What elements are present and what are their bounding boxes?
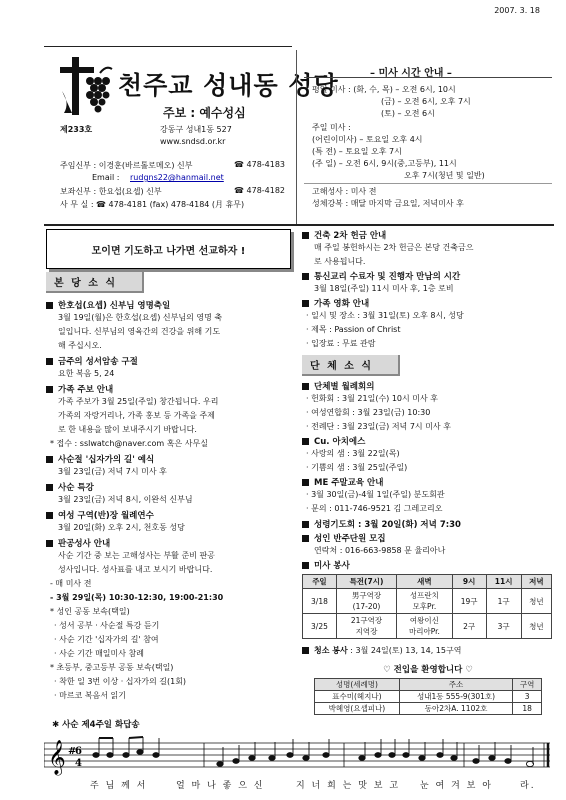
news-line: · 3월 30일(금)-4월 1일(주일) 분도회관 xyxy=(306,490,445,499)
table-cell: 19구 xyxy=(452,589,486,614)
news-item xyxy=(302,559,554,571)
psalm-title xyxy=(52,718,140,730)
news-line: · 여성연합회 : 3월 23일(금) 10:30 xyxy=(306,408,431,417)
table-header: 성명(세례명) xyxy=(315,679,400,691)
cleaning-text: : 3월 24일(토) 13, 14, 15구역 xyxy=(347,646,462,655)
pastor-info: 주임신부 : 이경훈(바르톨로메오) 신부 xyxy=(60,161,193,170)
news-item xyxy=(302,380,554,434)
bullet-icon xyxy=(302,232,309,239)
table-header: 주소 xyxy=(399,679,513,691)
news-line: · 사랑의 샘 : 3월 22일(목) xyxy=(306,449,400,458)
news-title: 단체별 월례회의 xyxy=(314,382,375,392)
news-item xyxy=(46,537,294,703)
patron-saint: 주보 : 예수성심 xyxy=(163,106,246,120)
news-item xyxy=(302,476,554,516)
welcome-table xyxy=(314,678,542,715)
news-line: 로 한 내용을 많이 보내주시기 바랍니다. xyxy=(58,425,197,434)
news-title: 금주의 성서암송 구절 xyxy=(58,357,138,367)
news-title: 성령기도회 : 3월 20일(화) 저녁 7:30 xyxy=(314,520,461,530)
news-line: · 전례단 : 3월 23일(금) 저녁 7시 미사 후 xyxy=(306,422,451,431)
news-title: ME 주말교육 안내 xyxy=(314,478,384,488)
news-line: 해 주십시오. xyxy=(58,341,102,350)
email-link[interactable]: rudgns22@hanmail.net xyxy=(130,173,224,182)
parish-news-heading: 본 당 소 식 xyxy=(46,272,144,293)
news-title: 미사 봉사 xyxy=(314,561,350,571)
table-header: 11시 xyxy=(486,575,521,589)
mass-times-title: – 미사 시간 안내 – xyxy=(370,68,452,79)
bullet-icon xyxy=(46,540,53,547)
news-line: 3월 23일(금) 저녁 7시 미사 후 xyxy=(58,467,167,476)
lyric-segment: 눈 여 겨 보 아 xyxy=(420,781,493,791)
bullet-icon xyxy=(46,302,53,309)
news-line: · 문의 : 011-746-9521 김 그레고리오 xyxy=(306,504,443,513)
mass-line: 오후 7시(청년 및 일반) xyxy=(404,171,485,180)
mass-line: (어린이미사) – 토요일 오후 4시 xyxy=(312,135,423,144)
news-line: 일입니다. 신부님의 영육간의 건강을 위해 기도 xyxy=(58,327,221,336)
news-line: · 마르코 복음서 읽기 xyxy=(54,691,126,700)
table-cell: 청년 xyxy=(521,614,551,639)
news-line: · 입장료 : 무료 관람 xyxy=(306,339,376,348)
news-line: 매 주일 봉헌하시는 2차 헌금은 본당 건축금으 xyxy=(314,243,474,252)
content-top-rule xyxy=(44,224,554,226)
table-header: 특전(7시) xyxy=(336,575,396,589)
news-item xyxy=(302,518,554,530)
news-title: 가족 주보 안내 xyxy=(58,385,114,395)
mass-line: 주일 미사 : xyxy=(312,123,351,132)
table-cell: 3/18 xyxy=(303,589,337,614)
header-rule xyxy=(44,46,292,47)
bullet-icon xyxy=(302,647,309,654)
table-header: 9시 xyxy=(452,575,486,589)
svg-text:4: 4 xyxy=(75,758,82,769)
slogan-box: 모이면 기도하고 나가면 선교하자 ! xyxy=(46,229,291,269)
table-header: 새벽 xyxy=(397,575,453,589)
table-cell: 男구역장 (17-20) xyxy=(336,589,396,614)
svg-text:#: # xyxy=(68,746,77,757)
news-item xyxy=(302,229,554,269)
lyric-segment: 주 님 께 서 xyxy=(90,781,148,791)
news-line: 가족의 자랑거리나, 가족 홍보 등 가족을 주제 xyxy=(58,411,215,420)
table-cell: 청년 xyxy=(521,589,551,614)
news-line: 3월 20일(화) 오후 2시, 천호동 성당 xyxy=(58,523,185,532)
news-line: 성사입니다. 성사표를 내고 보시기 바랍니다. xyxy=(58,565,213,574)
bullet-icon xyxy=(46,484,53,491)
news-line: 3월 19일(월)은 한호섭(요셉) 신부님의 영명 축 xyxy=(58,313,223,322)
news-line: · 사순 기간 '십자가의 길' 참여 xyxy=(54,635,159,644)
group-news-heading: 단 체 소 식 xyxy=(302,355,400,376)
parish-address: 강동구 성내1동 527 xyxy=(160,125,232,134)
treble-clef-icon: 𝄞 xyxy=(48,740,66,775)
welcome-title: ♡ 전입을 환영합니다 ♡ xyxy=(383,665,473,675)
table-cell: 1구 xyxy=(486,589,521,614)
news-line: · 성서 공부 · 사순절 특강 듣기 xyxy=(54,621,160,630)
table-header-row xyxy=(303,575,552,589)
news-item xyxy=(46,355,294,381)
pastor-phone: ☎ 478-4183 xyxy=(234,160,286,169)
bullet-icon xyxy=(46,456,53,463)
table-row xyxy=(303,589,552,614)
lyric-segment: 얼 마 나 좋 으 신 xyxy=(176,781,265,791)
table-cell: 박혜영(요셉피나) xyxy=(315,703,400,715)
mass-service-table xyxy=(302,574,552,639)
mass-line: (특 전) – 토요일 오후 7시 xyxy=(312,147,402,156)
mass-line: 고해성사 : 미사 전 xyxy=(312,187,377,196)
news-line: · 제목 : Passion of Christ xyxy=(306,325,401,334)
news-line: · 일시 및 장소 : 3월 31일(토) 오후 8시, 성당 xyxy=(306,311,464,320)
table-cell: 성프란치 모후Pr. xyxy=(397,589,453,614)
issue-number: 제233호 xyxy=(60,125,93,134)
news-title: 통신교리 수료자 및 진행자 만남의 시간 xyxy=(314,272,461,282)
email-label: Email : xyxy=(92,173,120,182)
cleaning-service xyxy=(302,644,554,658)
news-item xyxy=(302,270,554,296)
mass-title-rule xyxy=(304,77,552,78)
news-title: 판공성사 안내 xyxy=(58,539,111,549)
bullet-icon xyxy=(302,300,309,307)
news-title: 여성 구역(반)장 월례연수 xyxy=(58,511,154,521)
assistant-info: 보좌신부 : 한요섭(요셉) 신부 xyxy=(60,187,162,196)
bulletin-date: 2007. 3. 18 xyxy=(494,6,540,15)
news-item xyxy=(46,383,294,451)
lyric-segment: 지 너 희 는 맛 보 고 xyxy=(296,781,401,791)
news-line: · 기쁨의 샘 : 3월 25일(주일) xyxy=(306,463,408,472)
bullet-icon xyxy=(302,383,309,390)
table-cell: 18 xyxy=(513,703,542,715)
news-item xyxy=(46,481,294,507)
news-item xyxy=(46,299,294,353)
cross-grapes-logo xyxy=(60,53,114,117)
news-line: 3월 18일(주일) 11시 미사 후, 1층 로비 xyxy=(314,284,454,293)
table-header: 구역 xyxy=(513,679,542,691)
news-line: 연락처 : 016-663-9858 문 율리아나 xyxy=(314,546,446,555)
mass-divider xyxy=(304,183,552,184)
assistant-phone: ☎ 478-4182 xyxy=(234,186,286,195)
news-line: · 착한 일 3번 이상 · 십자가의 길(1회) xyxy=(54,677,187,686)
news-title: 사순 특강 xyxy=(58,483,94,493)
table-row xyxy=(315,703,542,715)
lyric-segment: 라. xyxy=(520,781,536,791)
news-line: - 3월 29일(목) 10:30-12:30, 19:00-21:30 xyxy=(50,593,224,602)
bullet-icon xyxy=(302,479,309,486)
news-line: * 초등부, 중고등부 공동 보속(택일) xyxy=(50,663,174,672)
bullet-icon xyxy=(302,438,309,445)
table-cell: 3구 xyxy=(486,614,521,639)
news-item xyxy=(46,453,294,479)
table-cell: 2구 xyxy=(452,614,486,639)
news-line: - 매 미사 전 xyxy=(50,579,92,588)
news-title: 한호섭(요셉) 신부님 영명축일 xyxy=(58,301,171,311)
news-line: 사순 기간 중 보는 고해성사는 부활 준비 판공 xyxy=(58,551,215,560)
table-cell: 성내1동 555-9(301호) xyxy=(399,691,513,703)
news-line: * 성인 공동 보속(택일) xyxy=(50,607,130,616)
bullet-icon xyxy=(46,512,53,519)
mass-line: 성체강복 : 매달 마지막 금요일, 저녁미사 후 xyxy=(312,199,464,208)
news-title: 성인 반주단원 모집 xyxy=(314,534,386,544)
news-item xyxy=(302,532,554,558)
cleaning-title: 청소 봉사 xyxy=(314,646,348,655)
news-line: 가족 주보가 3월 25일(주일) 창간됩니다. 우리 xyxy=(58,397,219,406)
table-cell: 여왕이신 마리아Pr. xyxy=(397,614,453,639)
parish-website: www.sndsd.or.kr xyxy=(160,137,226,146)
news-line: 3월 23일(금) 저녁 8시, 이완석 신부님 xyxy=(58,495,193,504)
table-header: 주일 xyxy=(303,575,337,589)
news-item xyxy=(302,435,554,475)
psalm-title-text: 사순 제4주일 화답송 xyxy=(62,720,140,730)
svg-text:6: 6 xyxy=(75,746,82,757)
office-info: 사 무 실 : ☎ 478-4181 (fax) 478-4184 (月 휴무) xyxy=(60,200,245,209)
right-column xyxy=(302,229,554,715)
music-staff xyxy=(44,735,554,777)
table-header-row xyxy=(315,679,542,691)
news-title: 건축 2차 헌금 안내 xyxy=(314,231,387,241)
table-cell: 동아2차A. 1102호 xyxy=(399,703,513,715)
bullet-icon xyxy=(302,273,309,280)
mass-line: 평일 미사 : (화, 수, 목) – 오전 6시, 10시 xyxy=(312,85,456,94)
mass-line: (금) – 오전 6시, 오후 7시 xyxy=(381,97,471,106)
news-title: 가족 영화 안내 xyxy=(314,299,370,309)
news-title: 사순절 '십자가의 길' 예식 xyxy=(58,455,155,465)
table-cell: 3 xyxy=(513,691,542,703)
mass-line: (토) – 오전 6시 xyxy=(381,109,435,118)
news-line: 로 사용됩니다. xyxy=(314,257,366,266)
news-item xyxy=(302,297,554,351)
bullet-icon xyxy=(46,386,53,393)
table-header: 저녁 xyxy=(521,575,551,589)
left-column xyxy=(46,272,294,703)
table-cell: 3/25 xyxy=(303,614,337,639)
header-divider xyxy=(296,50,297,225)
asterisk-icon: ✱ xyxy=(52,720,63,730)
parish-title: 천주교 성내동 성당 xyxy=(118,71,339,100)
table-row xyxy=(303,614,552,639)
news-item xyxy=(46,509,294,535)
table-row xyxy=(315,691,542,703)
bullet-icon xyxy=(302,535,309,542)
news-line: · 사순 기간 매일미사 참례 xyxy=(54,649,144,658)
bullet-icon xyxy=(302,521,309,528)
news-line: 요한 복음 5, 24 xyxy=(58,369,115,378)
news-line: · 헌화회 : 3월 21일(수) 10시 미사 후 xyxy=(306,394,439,403)
bullet-icon xyxy=(302,562,309,569)
table-cell: 21구역장 지역장 xyxy=(336,614,396,639)
news-line: * 접수 : sslwatch@naver.com 혹은 사무실 xyxy=(50,439,208,448)
table-cell: 표수미(헤지나) xyxy=(315,691,400,703)
bullet-icon xyxy=(46,358,53,365)
news-title: Cu. 아치에스 xyxy=(314,437,366,447)
mass-line: (주 일) – 오전 6시, 9시(중,고등부), 11시 xyxy=(312,159,457,168)
